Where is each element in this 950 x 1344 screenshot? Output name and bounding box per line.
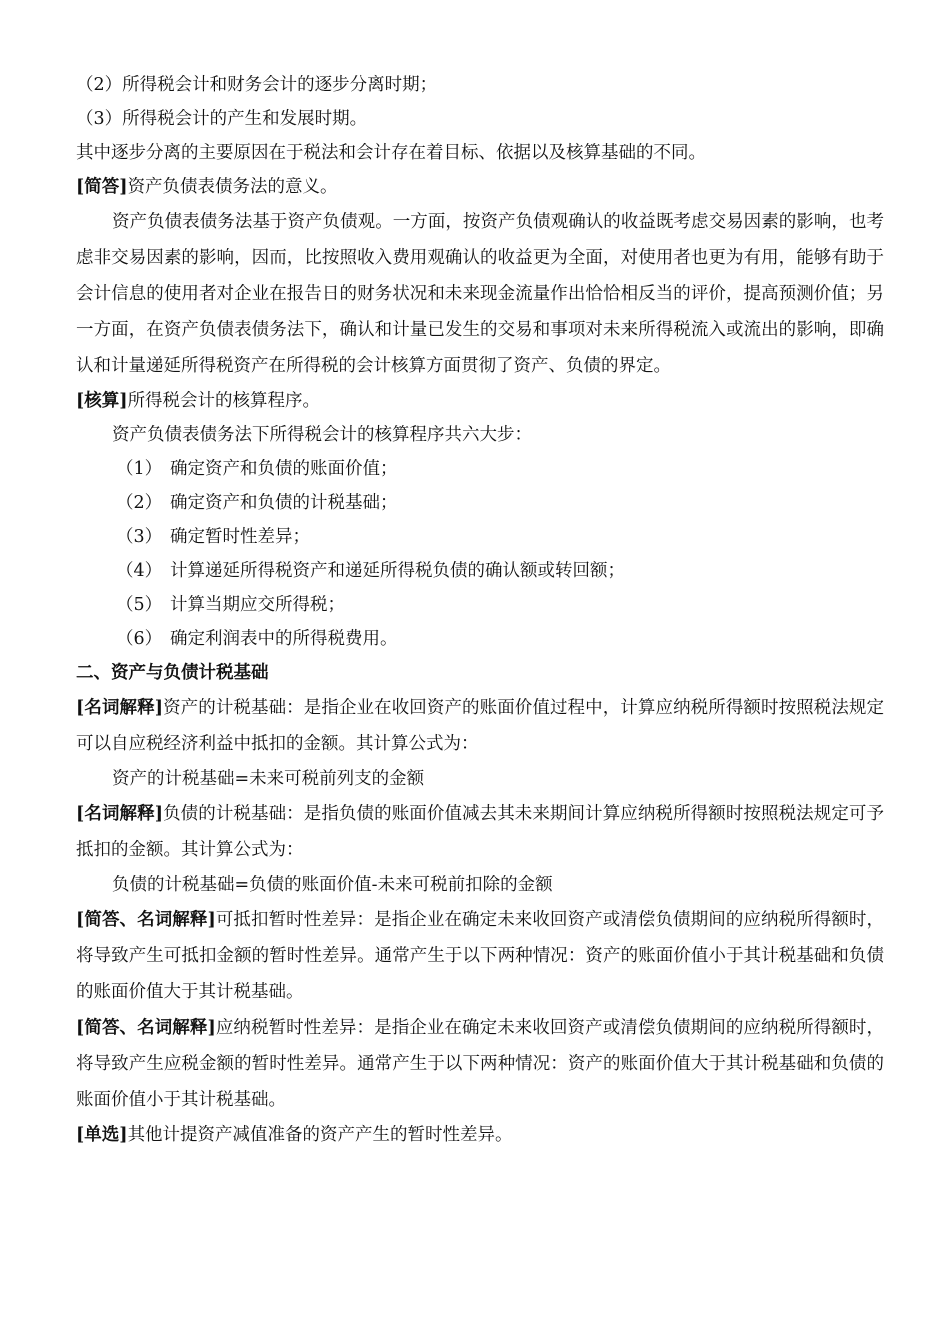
question-title: 资产负债表债务法的意义。: [127, 177, 338, 197]
definition-tag: [简答、名词解释]: [76, 910, 216, 930]
list-item-2: （2）所得税会计和财务会计的逐步分离时期；: [76, 75, 438, 95]
step-number: （4）: [116, 561, 163, 581]
question-accounting-procedure: [76, 384, 884, 418]
question-text: 其他计提资产减值准备的资产产生的暂时性差异。: [127, 1125, 513, 1145]
procedure-step: [76, 520, 884, 554]
question-tag: [单选]: [76, 1125, 128, 1145]
question-title: 所得税会计的核算程序。: [127, 391, 321, 411]
step-text: 计算当期应交所得税；: [170, 595, 345, 615]
definition-tag: [名词解释]: [76, 804, 163, 824]
procedure-step: [76, 554, 884, 588]
procedure-step: [76, 486, 884, 520]
step-text: 确定暂时性差异；: [170, 527, 310, 547]
definition-taxable-difference: [76, 1010, 884, 1118]
step-text: 确定资产和负债的账面价值；: [170, 459, 398, 479]
procedure-step: [76, 622, 884, 656]
step-number: （6）: [116, 629, 163, 649]
question-balance-sheet-method: [76, 170, 884, 204]
definition-deductible-difference: [76, 902, 884, 1010]
procedure-step: [76, 452, 884, 486]
question-tag: [核算]: [76, 391, 128, 411]
list-item-3: （3）所得税会计的产生和发展时期。: [76, 109, 368, 129]
paragraph-balance-sheet-method: 资产负债表债务法基于资产负债观。一方面，按资产负债观确认的收益既考虑交易因素的影响，也考虑非交易因素的影响，因而，比按照收入费用观确认的收益更为全面，对使用者也更为有用，能够有助于会计信息的使用者对企业在报告日的财务状况和未来现金流量作出恰恰相反当的评价，提高预测价值；另一方面，在资产负债表债务法下，确认和计量已发生的交易和事项对未来所得税流入或流出的影响，即确认和计量递延所得税资产在所得税的会计核算方面贯彻了资产、负债的界定。: [76, 212, 884, 376]
step-text: 确定利润表中的所得税费用。: [170, 629, 398, 649]
definition-liability-tax-base: [76, 796, 884, 868]
step-text: 计算递延所得税资产和递延所得税负债的确认额或转回额；: [170, 561, 625, 581]
step-number: （2）: [116, 493, 163, 513]
definition-text: 可抵扣暂时性差异：是指企业在确定未来收回资产或清偿负债期间的应纳税所得额时，将导致产生可抵扣金额的暂时性差异。通常产生于以下两种情况：资产的账面价值小于其计税基础和负债的账面价值大于其计税基础。: [76, 910, 884, 1002]
paragraph-separation-reason: 其中逐步分离的主要原因在于税法和会计存在着目标、依据以及核算基础的不同。: [76, 143, 706, 163]
definition-tag: [名词解释]: [76, 698, 163, 718]
definition-text: 负债的计税基础：是指负债的账面价值减去其未来期间计算应纳税所得额时按照税法规定可予抵扣的金额。其计算公式为：: [76, 804, 885, 860]
procedure-intro: 资产负债表债务法下所得税会计的核算程序共六大步：: [112, 425, 532, 445]
section-heading: 二、资产与负债计税基础: [76, 663, 269, 683]
definition-asset-tax-base: [76, 690, 884, 762]
step-number: （1）: [116, 459, 163, 479]
procedure-step: [76, 588, 884, 622]
step-number: （3）: [116, 527, 163, 547]
formula-asset-tax-base: 资产的计税基础=未来可税前列支的金额: [112, 769, 425, 789]
step-number: （5）: [116, 595, 163, 615]
question-tag: [简答]: [76, 177, 128, 197]
step-text: 确定资产和负债的计税基础；: [170, 493, 398, 513]
single-choice-item: [76, 1118, 884, 1152]
definition-tag: [简答、名词解释]: [76, 1018, 216, 1038]
document-page: [76, 68, 884, 1152]
definition-text: 应纳税暂时性差异：是指企业在确定未来收回资产或清偿负债期间的应纳税所得额时，将导致产生应税金额的暂时性差异。通常产生于以下两种情况：资产的账面价值大于其计税基础和负债的账面价值小于其计税基础。: [76, 1018, 884, 1110]
formula-liability-tax-base: 负债的计税基础=负债的账面价值-未来可税前扣除的金额: [112, 875, 553, 895]
definition-text: 资产的计税基础：是指企业在收回资产的账面价值过程中，计算应纳税所得额时按照税法规定可以自应税经济利益中抵扣的金额。其计算公式为：: [76, 698, 885, 754]
